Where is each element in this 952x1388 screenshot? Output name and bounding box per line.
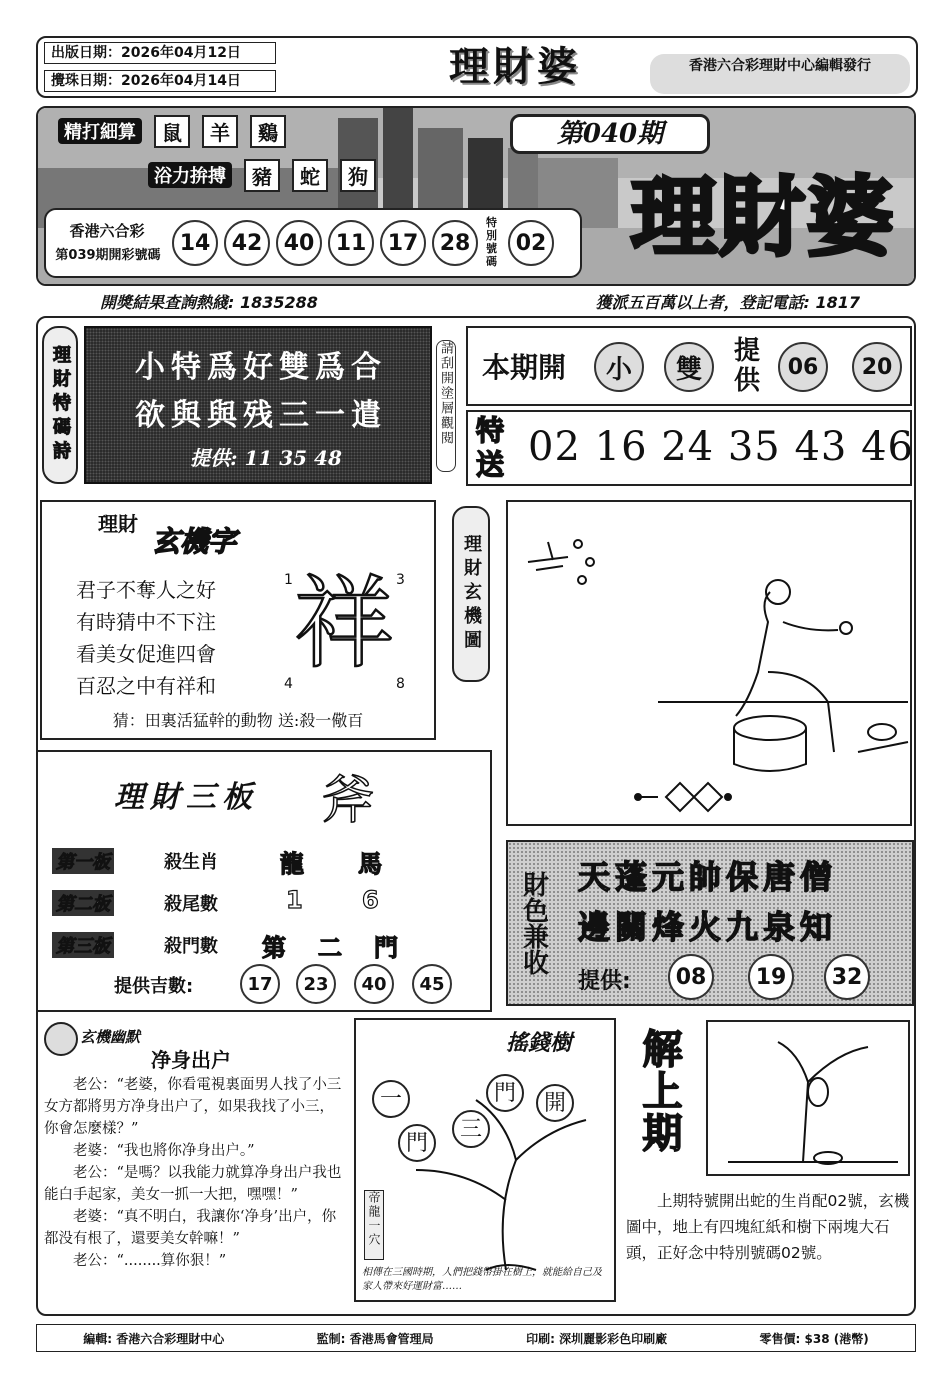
- banner-line1-left: 精打細算: [58, 118, 142, 144]
- zodiac-tag: 鼠: [154, 115, 190, 148]
- period-open-label: 本期開: [482, 351, 567, 384]
- provide-number-ball: 06: [778, 342, 828, 392]
- tree-fruit: 門: [398, 1124, 436, 1162]
- draw-number-ball: 42: [224, 220, 270, 266]
- axe-row-kill: 殺尾數: [164, 894, 218, 915]
- zodiac-tag: 蛇: [292, 159, 328, 192]
- axe-row-label: 第二板: [52, 890, 114, 916]
- both-collect-side-label: 財色兼收: [518, 871, 549, 975]
- issue-label: 第040期: [510, 114, 710, 154]
- collect-number-ball: 32: [824, 954, 870, 1000]
- mystic-word-title: 玄機字: [152, 525, 237, 558]
- axe-row-c: 門: [374, 933, 398, 962]
- special-number-ball: 02: [508, 220, 554, 266]
- provide-number-ball: 20: [852, 342, 902, 392]
- hotline-right-value: 1817: [815, 293, 860, 312]
- axe-row-a: 1: [286, 886, 303, 914]
- masthead-title: 理財婆: [449, 43, 581, 90]
- tree-fruit: 開: [536, 1084, 574, 1122]
- size-ball: 小: [594, 342, 644, 392]
- period-open-panel: [466, 326, 912, 406]
- draw-date-row: [44, 70, 276, 92]
- footer-printer: 印刷: 深圳麗影彩色印刷廠: [526, 1331, 668, 1346]
- axe-row-b: 二: [318, 933, 342, 962]
- publish-date-row: [44, 42, 276, 64]
- humor-paragraph: 老婆：“我也將你净身出户。”: [73, 1143, 255, 1159]
- poem-line2: 欲與與残三一遣: [135, 398, 387, 433]
- publish-date-value: 2026年04月12日: [121, 45, 241, 61]
- draw-number-ball: 17: [380, 220, 426, 266]
- mystic-word-panel: [40, 500, 436, 740]
- scratch-note: 請刮開塗層觀閱: [436, 340, 456, 472]
- zodiac-tag: 羊: [202, 115, 238, 148]
- mystic-word-brand: 理財: [98, 512, 138, 536]
- mystic-line: 有時猜中不下注: [76, 610, 216, 634]
- zodiac-tag: 狗: [340, 159, 376, 192]
- money-tree-illustration: [356, 1020, 614, 1300]
- hotline-right: [595, 290, 860, 314]
- footer-bar: [36, 1324, 916, 1352]
- corner-number: 8: [396, 676, 405, 692]
- tree-with-figure-illustration: [708, 1022, 908, 1174]
- mystic-line: 百忍之中有祥和: [76, 674, 216, 698]
- draw-date-value: 2026年04月14日: [121, 73, 241, 89]
- banner-line1: [58, 116, 358, 146]
- axe-row-label: 第三板: [52, 932, 114, 958]
- humor-title: 净身出户: [151, 1048, 231, 1072]
- hotline-right-label: 獲派五百萬以上者，登記電話:: [595, 293, 810, 312]
- both-collect-panel: [506, 840, 914, 1006]
- lucky-number-ball: 23: [296, 964, 336, 1004]
- footer-editor: 編輯: 香港六合彩理財中心: [83, 1331, 225, 1346]
- poem-side-label: 理財特碼詩: [42, 326, 78, 484]
- special-label: 特別號碼: [486, 216, 497, 268]
- hotline-left-value: 1835288: [239, 293, 318, 312]
- axe-row-kill: 殺門數: [164, 936, 218, 957]
- monk-on-stump-illustration: [508, 502, 910, 824]
- money-tree-caption: 相傳在三國時期，人們把錢幣掛在樹上，就能給自己及家人帶來好運財富……: [362, 1267, 602, 1292]
- zodiac-tag: 鷄: [250, 115, 286, 148]
- smiley-icon: [44, 1022, 78, 1056]
- poem-line1: 小特爲好雙爲合: [135, 350, 387, 385]
- draw-number-ball: 11: [328, 220, 374, 266]
- collect-number-ball: 19: [748, 954, 794, 1000]
- gift-label: 特送: [476, 414, 505, 481]
- axe-row-label: 第一板: [52, 848, 114, 874]
- axe-row-kill: 殺生肖: [164, 852, 218, 873]
- mystic-line: 看美女促進四會: [76, 642, 216, 666]
- axe-row-b: 6: [362, 886, 379, 914]
- axe-row-a: 龍: [280, 849, 304, 878]
- tree-fruit: 一: [372, 1080, 410, 1118]
- axe-row: [52, 928, 472, 962]
- hotline-row: [100, 290, 860, 314]
- tree-fruit: 門: [486, 1074, 524, 1112]
- banner-line2-left: 浴力拚搏: [148, 162, 232, 188]
- publisher-line: 香港六合彩理財中心編輯發行: [650, 54, 910, 94]
- gift-numbers: 02 16 24 35 43 46: [528, 424, 914, 470]
- solve-last-image: [706, 1020, 910, 1176]
- tree-fruit: 三: [452, 1110, 490, 1148]
- lucky-number-ball: 40: [354, 964, 394, 1004]
- parity-ball: 雙: [664, 342, 714, 392]
- both-collect-line1: 天蓬元帥保唐僧: [578, 858, 838, 896]
- mystic-big-char: 祥: [294, 565, 394, 682]
- last-draw-panel: [44, 208, 582, 278]
- mystic-line: 君子不奪人之好: [76, 578, 216, 602]
- humor-paragraph: 老公：“........算你狠！”: [73, 1253, 227, 1269]
- draw-number-ball: 40: [276, 220, 322, 266]
- humor-paragraph: 老婆：“真不明白，我讓你‘净身’出户，你都没有根了，還要美女幹嘛！”: [44, 1209, 337, 1247]
- solve-last-text: 上期特號開出蛇的生肖配02號，玄機圖中，地上有四塊紅紙和樹下兩塊大石頭，正好念中特別號碼02號。: [626, 1192, 910, 1262]
- last-draw-label2: 第039期開彩號碼: [55, 248, 161, 263]
- lucky-number-ball: 45: [412, 964, 452, 1004]
- gift-panel: [466, 410, 912, 486]
- corner-number: 3: [396, 572, 405, 588]
- both-collect-provide: 提供:: [578, 969, 631, 994]
- draw-date-label: 攪珠日期：: [51, 73, 121, 89]
- publish-date-label: 出版日期：: [51, 45, 121, 61]
- zodiac-tag: 豬: [244, 159, 280, 192]
- footer-supervisor: 監制: 香港馬會管理局: [316, 1331, 434, 1346]
- collect-number-ball: 08: [668, 954, 714, 1000]
- poem-provide: 提供: 11 35 48: [190, 446, 342, 470]
- humor-paragraph: 老公：“老婆，你看電視裏面男人找了小三女方都將男方净身出户了，如果我找了小三，你會怎麼樣？”: [44, 1077, 342, 1137]
- axe-row: [52, 886, 472, 920]
- humor-paragraph: 老公：“是嗎？以我能力就算净身出户我也能白手起家，美女一抓一大把，嘿嘿！”: [44, 1165, 342, 1203]
- humor-panel: [36, 1018, 344, 1308]
- draw-number-ball: 28: [432, 220, 478, 266]
- both-collect-line2: 邊關烽火九泉知: [578, 908, 838, 946]
- footer-price: 零售價: $38 (港幣): [759, 1331, 869, 1346]
- banner-line2: [148, 160, 468, 190]
- mystic-image-panel: [506, 500, 912, 826]
- axe-row: [52, 844, 472, 878]
- solve-last-title: 解上期: [636, 1028, 683, 1154]
- last-draw-label1: 香港六合彩: [69, 222, 145, 240]
- corner-number: 4: [284, 676, 293, 692]
- humor-body: [44, 1074, 344, 1272]
- draw-number-ball: 14: [172, 220, 218, 266]
- money-tree-title: 搖錢樹: [506, 1030, 573, 1056]
- three-axes-title: 理財三板: [114, 780, 258, 815]
- mystic-image-side-label: 理財玄機圖: [452, 506, 490, 682]
- solve-last-panel: [622, 1018, 912, 1302]
- axe-row-a: 第: [262, 933, 286, 962]
- axe-row-b: 馬: [358, 849, 382, 878]
- poem-panel: [84, 326, 432, 484]
- provide-label: 提供: [734, 336, 761, 396]
- lucky-number-ball: 17: [240, 964, 280, 1004]
- mystic-guess: 猜：田裏活猛幹的動物 送:殺一儆百: [112, 711, 364, 730]
- big-title: 理財婆: [631, 167, 895, 268]
- lucky-label: 提供吉數:: [114, 976, 194, 997]
- hotline-left: [100, 290, 318, 314]
- corner-number: 1: [284, 572, 293, 588]
- three-axes-panel: [36, 750, 492, 1012]
- money-tree-corner-tag: 帝龍一穴: [364, 1190, 384, 1260]
- humor-tag: 玄機幽默: [80, 1028, 141, 1046]
- hotline-left-label: 開獎結果查詢熱綫:: [100, 293, 235, 312]
- money-tree-panel: [354, 1018, 616, 1302]
- axe-icon: 斧: [322, 771, 375, 831]
